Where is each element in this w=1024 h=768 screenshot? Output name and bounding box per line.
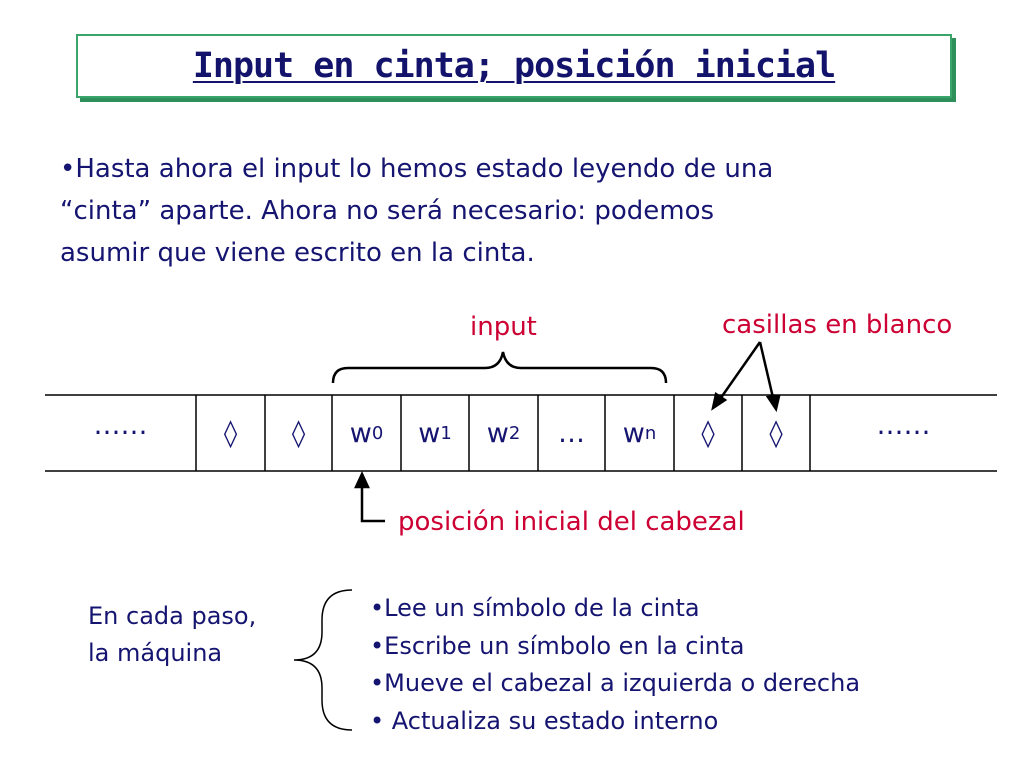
cell-symbol: w xyxy=(349,417,372,449)
tape-cell xyxy=(674,395,742,471)
step-item: • Actualiza su estado interno xyxy=(370,706,719,735)
cell-symbol: w xyxy=(486,417,509,449)
cell-symbol: ◊ xyxy=(223,417,238,449)
cell-symbol: w xyxy=(418,417,441,449)
tape-cell xyxy=(538,395,605,471)
tape-cell xyxy=(401,395,469,471)
cell-symbol: ◊ xyxy=(769,417,783,449)
steps-brace xyxy=(294,590,352,730)
paragraph-line-3: asumir que viene escrito en la cinta. xyxy=(60,238,535,268)
input-brace xyxy=(333,352,666,383)
machine-intro-line-1: En cada paso, xyxy=(88,602,257,630)
blanks-label: casillas en blanco xyxy=(722,310,953,340)
head-label: posición inicial del cabezal xyxy=(398,507,745,537)
head-arrow xyxy=(356,474,385,521)
tape-cell xyxy=(196,395,265,471)
step-item: •Mueve el cabezal a izquierda o derecha xyxy=(370,669,861,697)
right-ellipsis-text: …… xyxy=(876,409,931,441)
left-ellipsis-text: …… xyxy=(93,409,148,441)
cell-symbol: … xyxy=(558,417,585,449)
machine-intro-line-2: la máquina xyxy=(88,639,223,667)
tape-cell xyxy=(469,395,538,471)
tape-cell xyxy=(265,395,332,471)
paragraph-line-2: “cinta” aparte. Ahora no será necesario: podemos xyxy=(60,196,715,226)
cell-symbol: w xyxy=(622,417,645,449)
cell-symbol: ◊ xyxy=(701,417,715,449)
cell-subscript: 2 xyxy=(508,422,521,444)
tape-cell xyxy=(742,395,810,471)
tape-left-ellipsis xyxy=(45,395,196,471)
step-item: •Lee un símbolo de la cinta xyxy=(370,594,700,622)
tape-right-ellipsis xyxy=(810,395,997,471)
paragraph-line-1: •Hasta ahora el input lo hemos estado leyendo de una xyxy=(60,154,774,184)
tape-cell xyxy=(332,395,401,471)
input-label: input xyxy=(470,312,537,342)
cell-subscript: 1 xyxy=(440,422,452,444)
step-item: •Escribe un símbolo en la cinta xyxy=(370,631,745,660)
machine-intro xyxy=(88,598,256,672)
cell-symbol: ◊ xyxy=(291,417,306,449)
cell-subscript: n xyxy=(644,422,657,444)
slide-title: Input en cinta; posición inicial xyxy=(192,46,836,86)
tape-cell xyxy=(605,395,674,471)
cell-subscript: 0 xyxy=(371,422,384,444)
machine-steps xyxy=(370,590,860,740)
